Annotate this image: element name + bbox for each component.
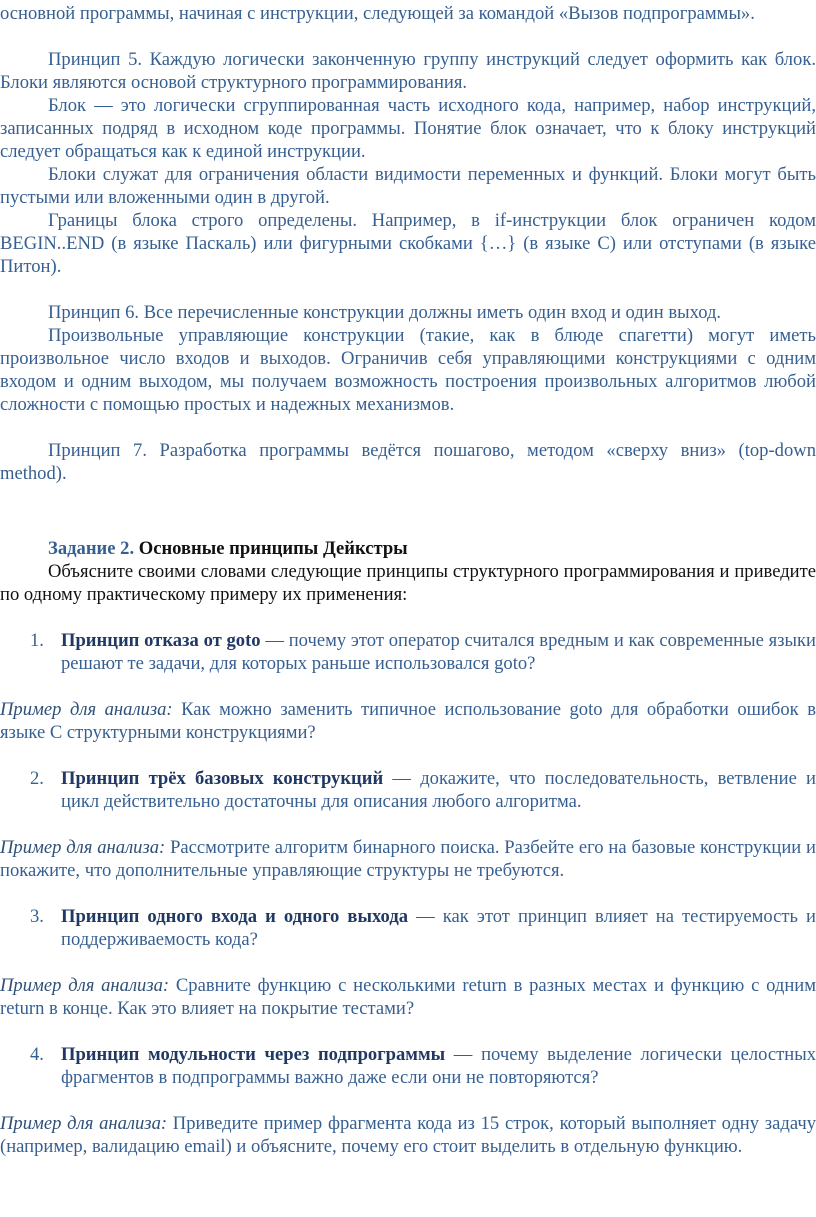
- task-heading: [0, 537, 816, 560]
- list-item-number: 4.: [30, 1044, 44, 1065]
- spacer: [0, 882, 816, 905]
- spacer: [0, 951, 816, 974]
- list-item: [0, 1043, 816, 1089]
- spacer: [0, 278, 816, 301]
- example-lead: Пример для анализа:: [0, 1113, 168, 1134]
- example-text: Рассмотрите алгоритм бинарного поиска. Разбейте его на базовые конструкции и покажите, что дополнительные управляющие структуры не требуются.: [0, 837, 816, 881]
- example-lead: Пример для анализа:: [0, 975, 170, 996]
- example-text: Как можно заменить типичное использование goto для обработки ошибок в языке C структурными конструкциями?: [0, 699, 816, 743]
- list-item-number: 3.: [30, 906, 44, 927]
- list-item-text: — как этот принцип влияет на тестируемость и поддерживаемость кода?: [61, 906, 816, 950]
- list-item-body: [61, 905, 816, 951]
- example-text: Сравните функцию с несколькими return в разных местах и функцию с одним return в конце. Как это влияет на покрытие тестами?: [0, 975, 816, 1019]
- example-paragraph: [0, 974, 816, 1020]
- list-item-bold-title: Принцип одного входа и одного выхода: [61, 906, 409, 927]
- spacer: [0, 25, 816, 48]
- principle-5-paragraph-2: Блоки служат для ограничения области видимости переменных и функций. Блоки могут быть пустыми или вложенными один в другой.: [0, 164, 816, 208]
- spacer: [0, 485, 816, 531]
- spacer: [0, 813, 816, 836]
- example-paragraph: [0, 836, 816, 882]
- spacer: [0, 416, 816, 439]
- list-item-number: 2.: [30, 768, 44, 789]
- list-item-bold-title: Принцип трёх базовых конструкций: [61, 768, 384, 789]
- principle-5-paragraph-3: Границы блока строго определены. Например, в if-инструкции блок ограничен кодом BEGIN..END (в языке Паскаль) или фигурными скобками {…} (в языке С) или отступами (в языке Питон).: [0, 210, 816, 277]
- example-lead: Пример для анализа:: [0, 699, 173, 720]
- continuation-paragraph: основной программы, начиная с инструкции, следующей за командой «Вызов подпрограммы».: [0, 3, 755, 24]
- principle-5-title: Принцип 5. Каждую логически законченную группу инструкций следует оформить как блок. Блоки являются основой структурного программирования.: [0, 49, 816, 93]
- list-item-body: [61, 629, 816, 675]
- spacer: [0, 744, 816, 767]
- principle-7-title: Принцип 7. Разработка программы ведётся пошагово, методом «сверху вниз» (top-down method).: [0, 440, 816, 484]
- list-item-body: [61, 1043, 816, 1089]
- task-intro: Объясните своими словами следующие принципы структурного программирования и приведите по одному практическому примеру их применения:: [0, 561, 816, 605]
- spacer: [0, 606, 816, 629]
- task-label: Задание 2.: [48, 538, 135, 559]
- list-item: [0, 629, 816, 675]
- principle-6-title: Принцип 6. Все перечисленные конструкции должны иметь один вход и один выход.: [48, 302, 722, 323]
- document-page: [0, 2, 816, 1158]
- task-title: Основные принципы Дейкстры: [138, 538, 408, 559]
- example-paragraph: [0, 698, 816, 744]
- list-item: [0, 767, 816, 813]
- list-item: [0, 905, 816, 951]
- principle-6-paragraph-1: Произвольные управляющие конструкции (такие, как в блюде спагетти) могут иметь произвольное число входов и выходов. Ограничив себя управляющими конструкциями с одним входом и одним выходом, мы получаем возможность построения произвольных алгоритмов любой сложности с помощью простых и надежных механизмов.: [0, 325, 816, 415]
- spacer: [0, 675, 816, 698]
- example-lead: Пример для анализа:: [0, 837, 166, 858]
- list-item-text: — почему этот оператор считался вредным и как современные языки решают те задачи, для которых раньше использовался goto?: [61, 630, 816, 674]
- list-item-number: 1.: [30, 630, 44, 651]
- example-paragraph: [0, 1112, 816, 1158]
- principle-5-paragraph-1: Блок — это логически сгруппированная часть исходного кода, например, набор инструкций, записанных подряд в исходном коде программы. Понятие блок означает, что к блоку инструкций следует обращаться как к единой инструкции.: [0, 95, 816, 162]
- spacer: [0, 1020, 816, 1043]
- list-item-text: — почему выделение логически целостных фрагментов в подпрограммы важно даже если они не повторяются?: [61, 1044, 816, 1088]
- example-text: Приведите пример фрагмента кода из 15 строк, который выполняет одну задачу (например, валидацию email) и объясните, почему его стоит выделить в отдельную функцию.: [0, 1113, 816, 1157]
- list-item-bold-title: Принцип отказа от goto: [61, 630, 261, 651]
- list-item-body: [61, 767, 816, 813]
- list-item-bold-title: Принцип модульности через подпрограммы: [61, 1044, 446, 1065]
- spacer: [0, 1089, 816, 1112]
- list-item-text: — докажите, что последовательность, ветвление и цикл действительно достаточны для описания любого алгоритма.: [61, 768, 816, 812]
